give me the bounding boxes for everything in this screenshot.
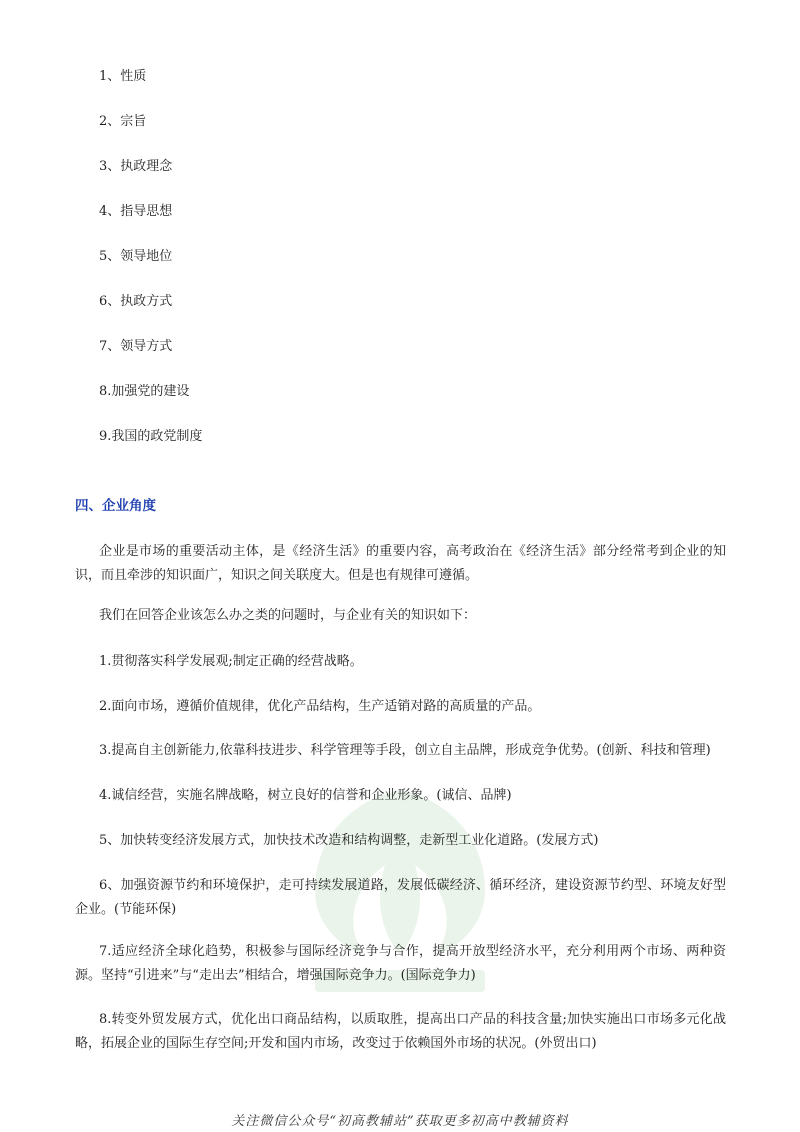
list-item-8: 8.加强党的建设: [99, 384, 190, 399]
section-heading: 四、企业角度: [75, 498, 156, 514]
list-item-6: 6、执政方式: [99, 294, 173, 309]
point-2: 2.面向市场，遵循价值规律，优化产品结构，生产适销对路的高质量的产品。: [99, 699, 541, 714]
footer-note: 关注微信公众号“初高教辅站”获取更多初高中教辅资料: [231, 1114, 569, 1129]
list-item-4: 4、指导思想: [99, 204, 173, 219]
list-item-5: 5、领导地位: [99, 249, 173, 264]
list-item-1: 1、性质: [99, 69, 147, 84]
list-item-2: 2、宗旨: [99, 114, 147, 129]
list-item-3: 3、执政理念: [99, 159, 173, 174]
lead-paragraph: 我们在回答企业该怎么办之类的问题时，与企业有关的知识如下：: [99, 608, 477, 623]
point-7: 7.适应经济全球化趋势，积极参与国际经济竞争与合作，提高开放型经济水平，充分利用两个市场、两种资源。坚持“引进来”与“走出去”相结合，增强国际竞争力。(国际竞争力): [75, 944, 726, 983]
point-6: 6、加强资源节约和环境保护，走可持续发展道路，发展低碳经济、循环经济，建设资源节约型、环境友好型企业。(节能环保): [75, 878, 726, 917]
point-1: 1.贯彻落实科学发展观;制定正确的经营战略。: [99, 654, 363, 669]
point-5: 5、加快转变经济发展方式，加快技术改造和结构调整，走新型工业化道路。(发展方式): [99, 833, 599, 848]
point-3: 3.提高自主创新能力,依靠科技进步、科学管理等手段，创立自主品牌，形成竞争优势。(创新、科技和管理): [99, 743, 711, 758]
point-8: 8.转变外贸发展方式，优化出口商品结构，以质取胜，提高出口产品的科技含量;加快实施出口市场多元化战略，拓展企业的国际生存空间;开发和国内市场，改变过于依赖国外市场的状况。(外贸出口): [75, 1012, 726, 1051]
intro-paragraph: 企业是市场的重要活动主体，是《经济生活》的重要内容，高考政治在《经济生活》部分经常考到企业的知识，而且牵涉的知识面广，知识之间关联度大。但是也有规律可遵循。: [75, 544, 726, 583]
list-item-7: 7、领导方式: [99, 339, 173, 354]
list-item-9: 9.我国的政党制度: [99, 429, 203, 444]
point-4: 4.诚信经营，实施名牌战略，树立良好的信誉和企业形象。(诚信、品牌): [99, 788, 512, 803]
